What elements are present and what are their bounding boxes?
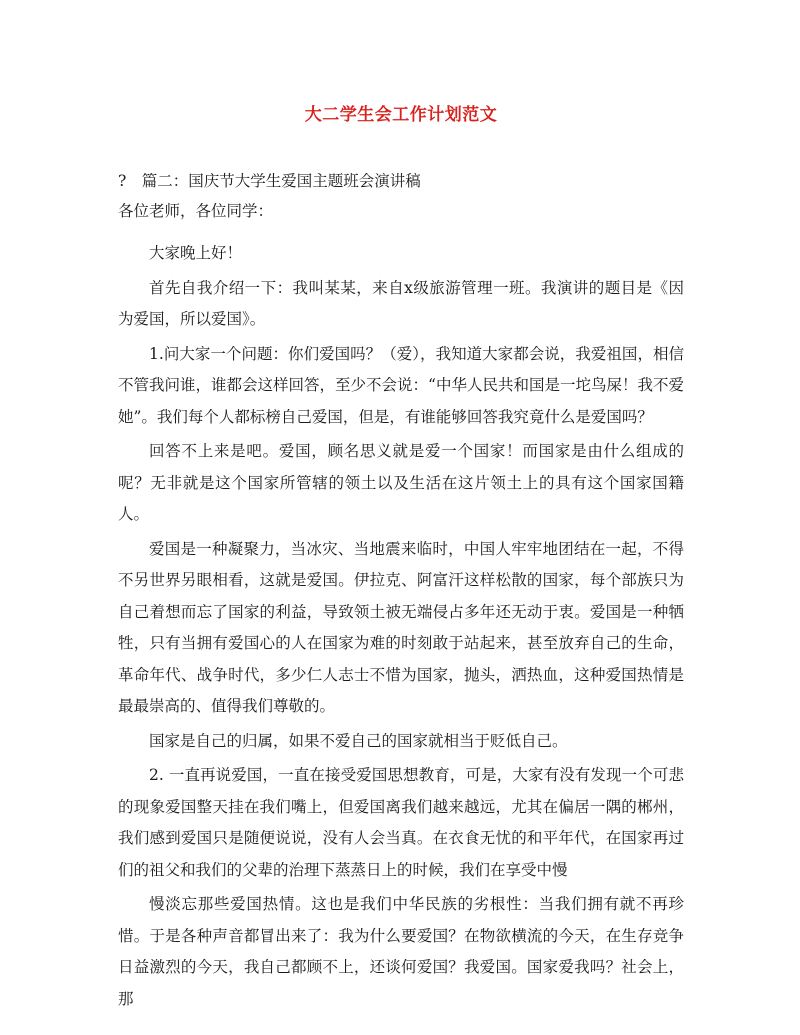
section-heading: ? 篇二：国庆节大学生爱国主题班会演讲稿 bbox=[118, 172, 421, 190]
paragraph-forgetting: 慢淡忘那些爱国热情。这也是我们中华民族的劣根性：当我们拥有就不再珍惜。于是各种声音都冒出来了：我为什么要爱国？在物欲横流的今天，在生存竞争日益激烈的今天，我自己都顾不上，还谈何爱国？我爱国。国家爱我吗？社会上，那 bbox=[118, 895, 684, 1008]
document-page bbox=[118, 102, 684, 1015]
paragraph-introduction: 首先自我介绍一下：我叫某某，来自x级旅游管理一班。我演讲的题目是《因为爱国，所以爱国》。 bbox=[118, 278, 684, 328]
paragraph-greeting: 大家晚上好！ bbox=[149, 244, 243, 262]
paragraph-belonging: 国家是自己的归属，如果不爱自己的国家就相当于贬低自己。 bbox=[149, 731, 568, 750]
salutation: 各位老师，各位同学： bbox=[118, 202, 274, 220]
paragraph-question: 1.问大家一个问题：你们爱国吗？（爱），我知道大家都会说，我爱祖国，相信不管我问谁，谁都会这样回答，至少不会说：“中华人民共和国是一坨鸟屎！我不爱她”。我们每个人都标榜自己爱国，但是，有谁能够回答我究竟什么是爱国吗？ bbox=[118, 344, 684, 426]
paragraph-point-two: 2. 一直再说爱国，一直在接受爱国思想教育，可是，大家有没有发现一个可悲的现象爱国整天挂在我们嘴上，但爱国离我们越来越远，尤其在偏居一隅的郴州，我们感到爱国只是随便说说，没有人会当真。在衣食无忧的和平年代，在国家再过们的祖父和我们的父辈的治理下蒸蒸日上的时候，我们在享受中慢 bbox=[118, 766, 684, 879]
document-title: 大二学生会工作计划范文 bbox=[304, 105, 498, 125]
paragraph-answer: 回答不上来是吧。爱国，顾名思义就是爱一个国家！而国家是由什么组成的呢？无非就是这个国家所管辖的领土以及生活在这片领土上的具有这个国家国籍人。 bbox=[118, 442, 684, 523]
paragraph-cohesion: 爱国是一种凝聚力，当冰灾、当地震来临时，中国人牢牢地团结在一起，不得不另世界另眼相看，这就是爱国。伊拉克、阿富汗这样松散的国家，每个部族只为自己着想而忘了国家的利益，导致领土被无端侵占多年还无动于衷。爱国是一种牺牲，只有当拥有爱国心的人在国家为难的时刻敢于站起来，甚至放弃自己的生命，革命年代、战争时代，多少仁人志士不惜为国家，抛头，洒热血，这种爱国热情是最最崇高的、值得我们尊敬的。 bbox=[118, 539, 684, 715]
